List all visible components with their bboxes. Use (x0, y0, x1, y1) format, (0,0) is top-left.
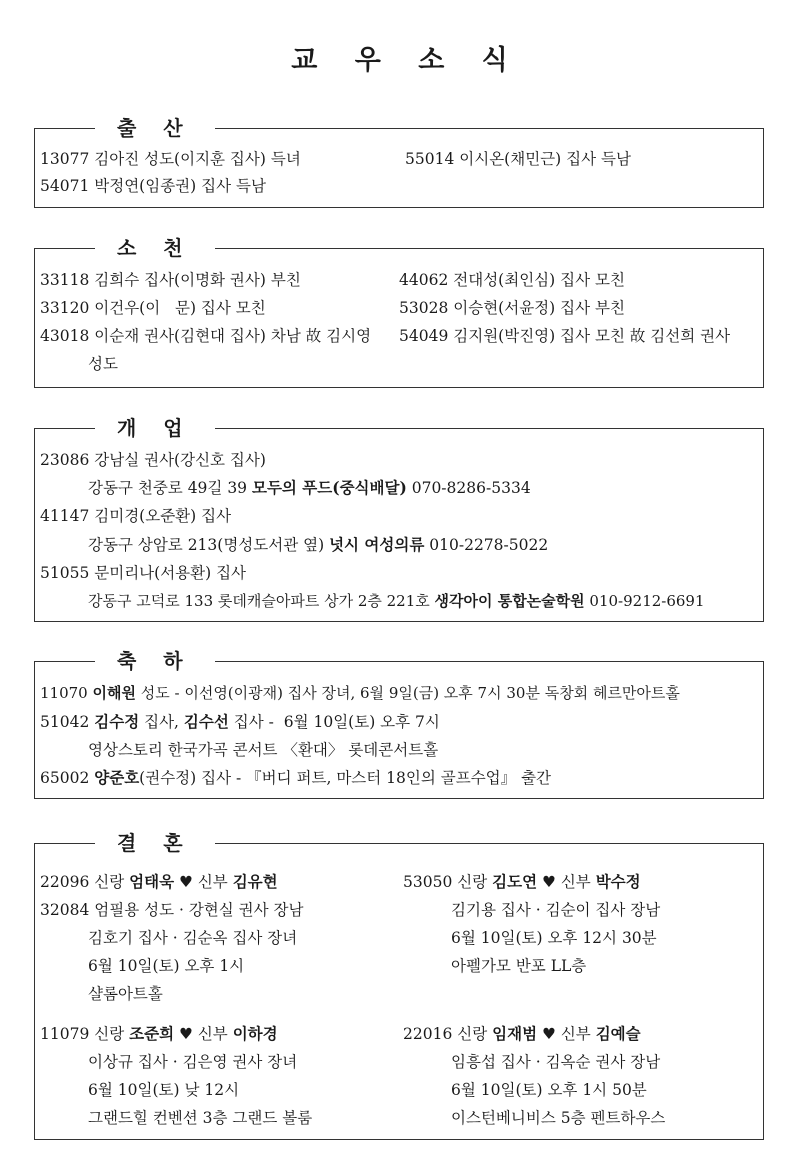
congrats-item-continued: 영상스토리 한국가곡 콘서트 〈환대〉 롯데콘서트홀 (88, 741, 439, 759)
wedding-datetime: 6월 10일(토) 오후 1시 (88, 957, 245, 975)
member-code: 44062 (399, 271, 449, 289)
opening-address (88, 591, 705, 611)
wedding-section (34, 831, 764, 1140)
death-item (399, 270, 625, 290)
phone-number: 010-9212-6691 (584, 592, 705, 610)
opening-section-title: 개 업 (95, 413, 215, 443)
opening-person (40, 506, 231, 526)
bride-label: 신부 (192, 873, 233, 891)
member-code: 41147 (40, 507, 90, 525)
death-item (40, 298, 266, 318)
member-code: 22016 (403, 1025, 453, 1043)
wedding-couple (40, 1024, 278, 1044)
shop-name: 넛시 여성의류 (329, 535, 425, 554)
phone-number: 070-8286-5334 (406, 479, 531, 497)
bride-name: 김유현 (232, 872, 278, 891)
bride-name: 박수정 (595, 872, 641, 891)
member-code: 11070 (40, 684, 88, 702)
member-code: 13077 (40, 150, 90, 168)
heart-icon: ♥ (541, 1024, 556, 1043)
opening-person (40, 450, 266, 470)
member-code: 54071 (40, 177, 90, 195)
address-text: 강동구 천중로 49길 39 (88, 479, 252, 497)
wedding-couple (403, 1024, 641, 1044)
member-code: 33120 (40, 299, 90, 317)
heart-icon: ♥ (178, 872, 193, 891)
birth-text: 이시온(채민근) 집사 득남 (459, 150, 631, 168)
birth-text: 박정연(임종권) 집사 득남 (94, 177, 266, 195)
member-code: 11079 (40, 1025, 90, 1043)
groom-label: 신랑 (457, 873, 493, 891)
opening-person-name: 문미리나(서용환) 집사 (94, 564, 247, 582)
opening-person-name: 김미경(오준환) 집사 (94, 507, 232, 525)
member-code: 43018 (40, 327, 90, 345)
bride-name: 김예슬 (595, 1024, 641, 1043)
congrats-text: 집사 - 6월 10일(토) 오후 7시 (228, 713, 440, 731)
death-item (40, 270, 301, 290)
groom-name: 조준희 (129, 1024, 175, 1043)
congrats-item (40, 768, 551, 788)
death-text: 김희수 집사(이명화 권사) 부친 (94, 271, 301, 289)
member-code: 23086 (40, 451, 90, 469)
wedding-detail (40, 900, 304, 920)
death-text: 이건우(이 문) 집사 모친 (94, 299, 266, 317)
death-item (40, 326, 371, 346)
person-name: 양준호 (94, 768, 140, 787)
page-title: 교 우 소 식 (291, 45, 522, 76)
death-text: 이승현(서윤정) 집사 부친 (453, 299, 625, 317)
wedding-couple (40, 872, 278, 892)
member-code: 65002 (40, 769, 90, 787)
opening-section (34, 416, 764, 622)
bride-label: 신부 (555, 873, 596, 891)
groom-name: 엄태욱 (129, 872, 175, 891)
member-code: 32084 (40, 901, 90, 919)
member-code: 54049 (399, 327, 449, 345)
death-section (34, 236, 764, 388)
opening-person-name: 강남실 권사(강신호 집사) (94, 451, 266, 469)
birth-item (40, 176, 266, 196)
shop-name: 모두의 푸드(중식배달) (251, 478, 407, 497)
person-name: 김수정 (94, 712, 140, 731)
wedding-detail: 이상규 집사 · 김은영 권사 장녀 (88, 1053, 298, 1071)
birth-section (34, 116, 764, 208)
opening-address (88, 535, 548, 555)
person-name: 이해원 (92, 684, 136, 702)
address-text: 강동구 상암로 213(명성도서관 옆) (88, 536, 330, 554)
heart-icon: ♥ (178, 1024, 193, 1043)
member-code: 55014 (405, 150, 455, 168)
death-text: 김지원(박진영) 집사 모친 故 김선희 권사 (453, 327, 731, 345)
wedding-section-title: 결 혼 (95, 828, 215, 858)
wedding-venue: 그랜드힐 컨벤션 3층 그랜드 볼룸 (88, 1109, 313, 1127)
person-name: 김수선 (183, 712, 229, 731)
death-text: 이순재 권사(김현대 집사) 차남 故 김시영 (94, 327, 372, 345)
wedding-detail: 김호기 집사 · 김순옥 집사 장녀 (88, 929, 298, 947)
heart-icon: ♥ (541, 872, 556, 891)
wedding-detail: 임흥섭 집사 · 김옥순 권사 장남 (451, 1053, 661, 1071)
birth-text: 김아진 성도(이지훈 집사) 득녀 (94, 150, 301, 168)
bride-name: 이하경 (232, 1024, 278, 1043)
member-code: 33118 (40, 271, 90, 289)
member-code: 22096 (40, 873, 90, 891)
phone-number: 010-2278-5022 (424, 536, 549, 554)
opening-person (40, 563, 246, 583)
birth-section-title: 출 산 (95, 113, 215, 143)
congrats-item (40, 683, 680, 703)
wedding-datetime: 6월 10일(토) 오후 12시 30분 (451, 929, 657, 947)
death-text: 전대성(최인심) 집사 모친 (453, 271, 625, 289)
death-item (399, 298, 625, 318)
bride-label: 신부 (555, 1025, 596, 1043)
wedding-datetime: 6월 10일(토) 낮 12시 (88, 1081, 240, 1099)
congrats-item (40, 712, 440, 732)
death-section-title: 소 천 (95, 233, 215, 263)
wedding-couple (403, 872, 641, 892)
bride-label: 신부 (192, 1025, 233, 1043)
parents-text: 엄필용 성도 · 강현실 권사 장남 (94, 901, 304, 919)
wedding-venue: 이스턴베니비스 5층 펜트하우스 (451, 1109, 666, 1127)
congrats-section (34, 649, 764, 799)
groom-name: 김도연 (492, 872, 538, 891)
congrats-text: (권수정) 집사 - 『버디 퍼트, 마스터 18인의 골프수업』 출간 (139, 769, 552, 787)
death-item (399, 326, 730, 346)
member-code: 51055 (40, 564, 90, 582)
shop-name: 생각아이 통합논술학원 (434, 592, 585, 610)
member-code: 53050 (403, 873, 453, 891)
wedding-venue: 샬롬아트홀 (88, 985, 163, 1003)
groom-label: 신랑 (94, 873, 130, 891)
wedding-datetime: 6월 10일(토) 오후 1시 50분 (451, 1081, 647, 1099)
congrats-text: 성도 - 이선영(이광재) 집사 장녀, 6월 9일(금) 오후 7시 30분 독창회 헤르만아트홀 (135, 684, 680, 702)
groom-label: 신랑 (457, 1025, 493, 1043)
groom-name: 임재범 (492, 1024, 538, 1043)
address-text: 강동구 고덕로 133 롯데캐슬아파트 상가 2층 221호 (88, 592, 435, 610)
birth-item (40, 149, 301, 169)
member-code: 51042 (40, 713, 90, 731)
death-item-continued: 성도 (88, 355, 118, 373)
congrats-text: 집사, (139, 713, 184, 731)
opening-address (88, 478, 531, 498)
congrats-section-title: 축 하 (95, 646, 215, 676)
member-code: 53028 (399, 299, 449, 317)
birth-item (405, 149, 631, 169)
groom-label: 신랑 (94, 1025, 130, 1043)
wedding-venue: 아펠가모 반포 LL층 (451, 957, 587, 975)
wedding-detail: 김기용 집사 · 김순이 집사 장남 (451, 901, 661, 919)
